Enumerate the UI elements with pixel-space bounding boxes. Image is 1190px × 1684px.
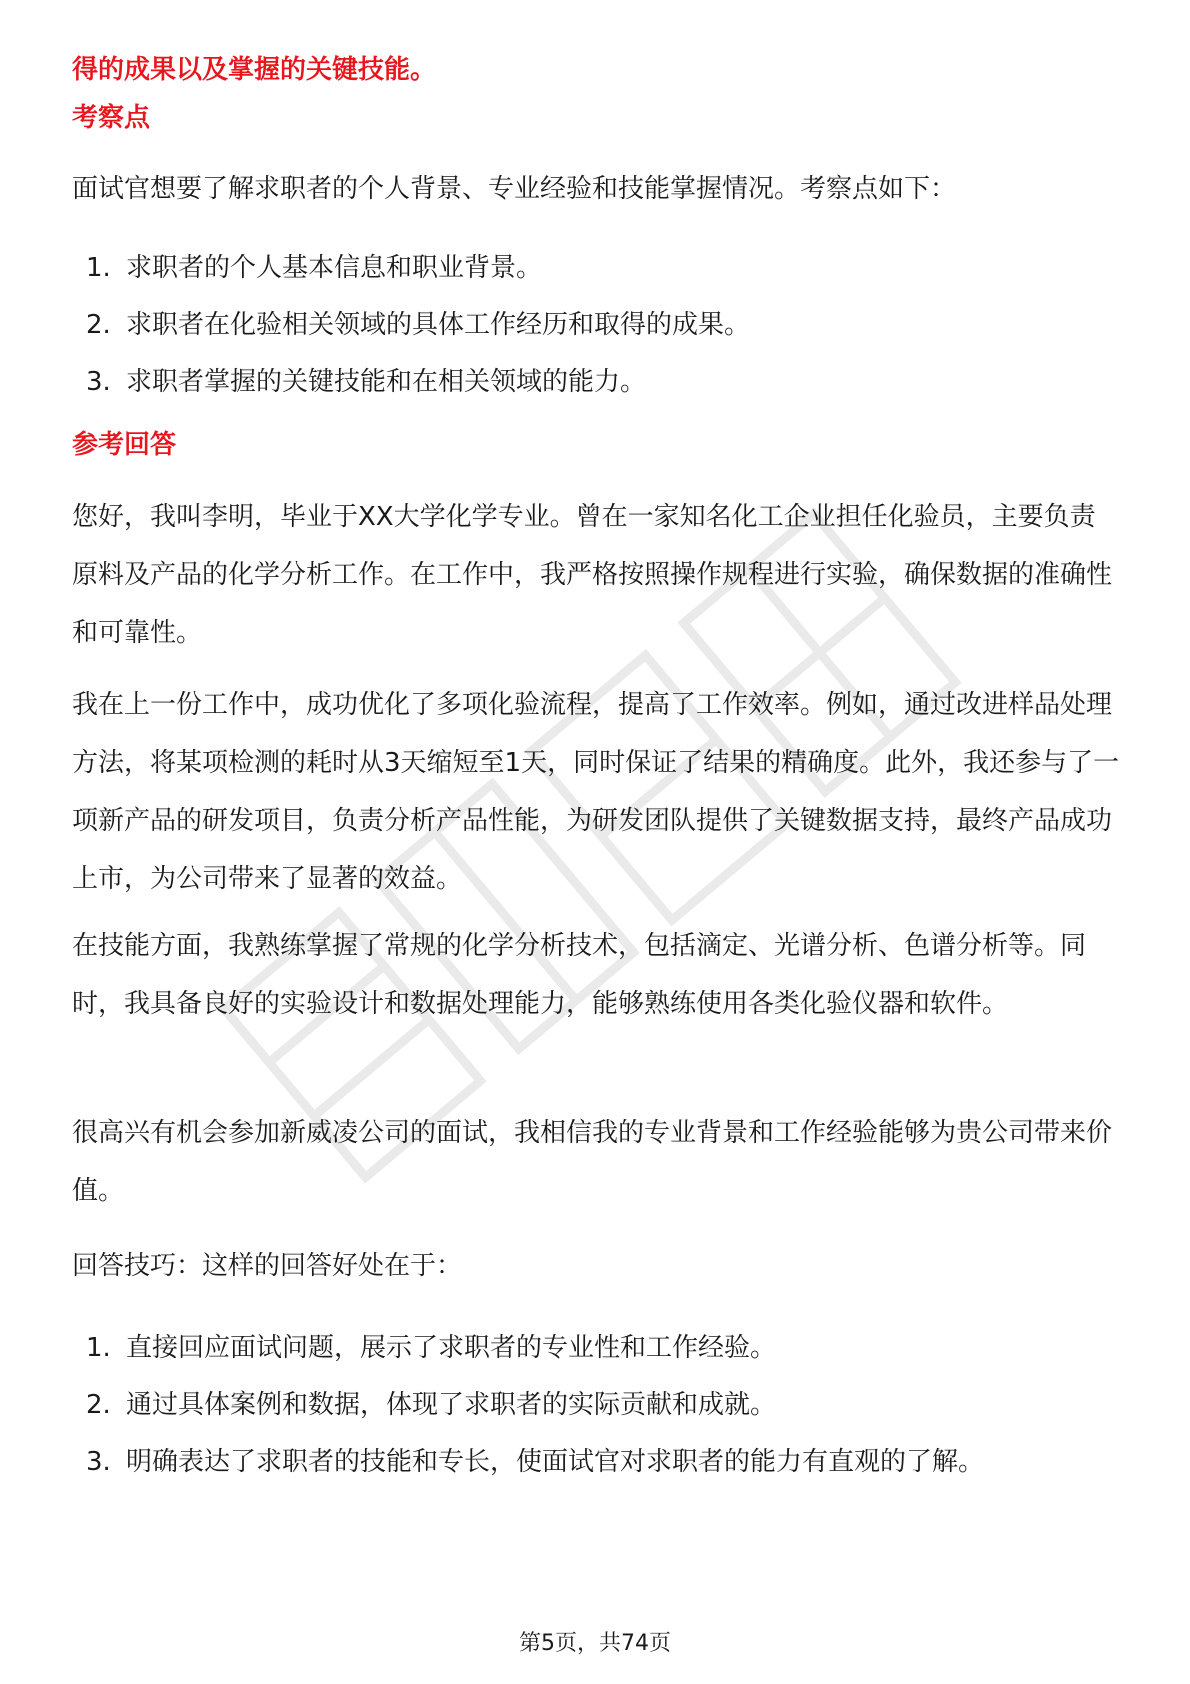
list-item <box>86 297 750 354</box>
answer-paragraph: 我在上一份工作中，成功优化了多项化验流程，提高了工作效率。例如，通过改进样品处理方法，将某项检测的耗时从3天缩短至1天，同时保证了结果的精确度。此外，我还参与了一项新产品的研发项目，负责分析产品性能，为研发团队提供了关键数据支持，最终产品成功上市，为公司带来了显著的效益。 <box>72 690 1120 894</box>
focus-list <box>86 240 750 411</box>
list-text: 直接回应面试问题，展示了求职者的专业性和工作经验。 <box>126 1333 777 1363</box>
list-item <box>86 1434 984 1491</box>
list-item <box>86 354 750 411</box>
list-number: 2. <box>86 1390 111 1420</box>
lead-text: 得的成果以及掌握的关键技能。 <box>72 55 437 85</box>
tips-intro: 回答技巧：这样的回答好处在于： <box>72 1251 463 1281</box>
list-number: 3. <box>86 367 111 397</box>
list-number: 2. <box>86 310 111 340</box>
list-item <box>86 1377 984 1434</box>
list-number: 3. <box>86 1447 111 1477</box>
focus-heading: 考察点 <box>72 103 151 133</box>
page-footer: 第5页，共74页 <box>519 1631 671 1656</box>
list-item <box>86 240 750 297</box>
focus-intro: 面试官想要了解求职者的个人背景、专业经验和技能掌握情况。考察点如下： <box>72 174 957 204</box>
answer-paragraph: 您好，我叫李明，毕业于XX大学化学专业。曾在一家知名化工企业担任化验员，主要负责原料及产品的化学分析工作。在工作中，我严格按照操作规程进行实验，确保数据的准确性和可靠性。 <box>72 502 1113 648</box>
answer-paragraph: 很高兴有机会参加新威凌公司的面试，我相信我的专业背景和工作经验能够为贵公司带来价值。 <box>72 1118 1113 1206</box>
list-number: 1. <box>86 253 111 283</box>
tips-list <box>86 1320 984 1491</box>
list-text: 求职者的个人基本信息和职业背景。 <box>126 253 543 283</box>
list-text: 求职者在化验相关领域的具体工作经历和取得的成果。 <box>126 310 751 340</box>
list-number: 1. <box>86 1333 111 1363</box>
answer-paragraph: 在技能方面，我熟练掌握了常规的化学分析技术，包括滴定、光谱分析、色谱分析等。同时，我具备良好的实验设计和数据处理能力，能够熟练使用各类化验仪器和软件。 <box>72 931 1087 1019</box>
list-text: 求职者掌握的关键技能和在相关领域的能力。 <box>126 367 647 397</box>
list-text: 通过具体案例和数据，体现了求职者的实际贡献和成就。 <box>126 1390 777 1420</box>
list-text: 明确表达了求职者的技能和专长，使面试官对求职者的能力有直观的了解。 <box>126 1447 985 1477</box>
list-item <box>86 1320 984 1377</box>
answer-heading: 参考回答 <box>72 430 177 460</box>
